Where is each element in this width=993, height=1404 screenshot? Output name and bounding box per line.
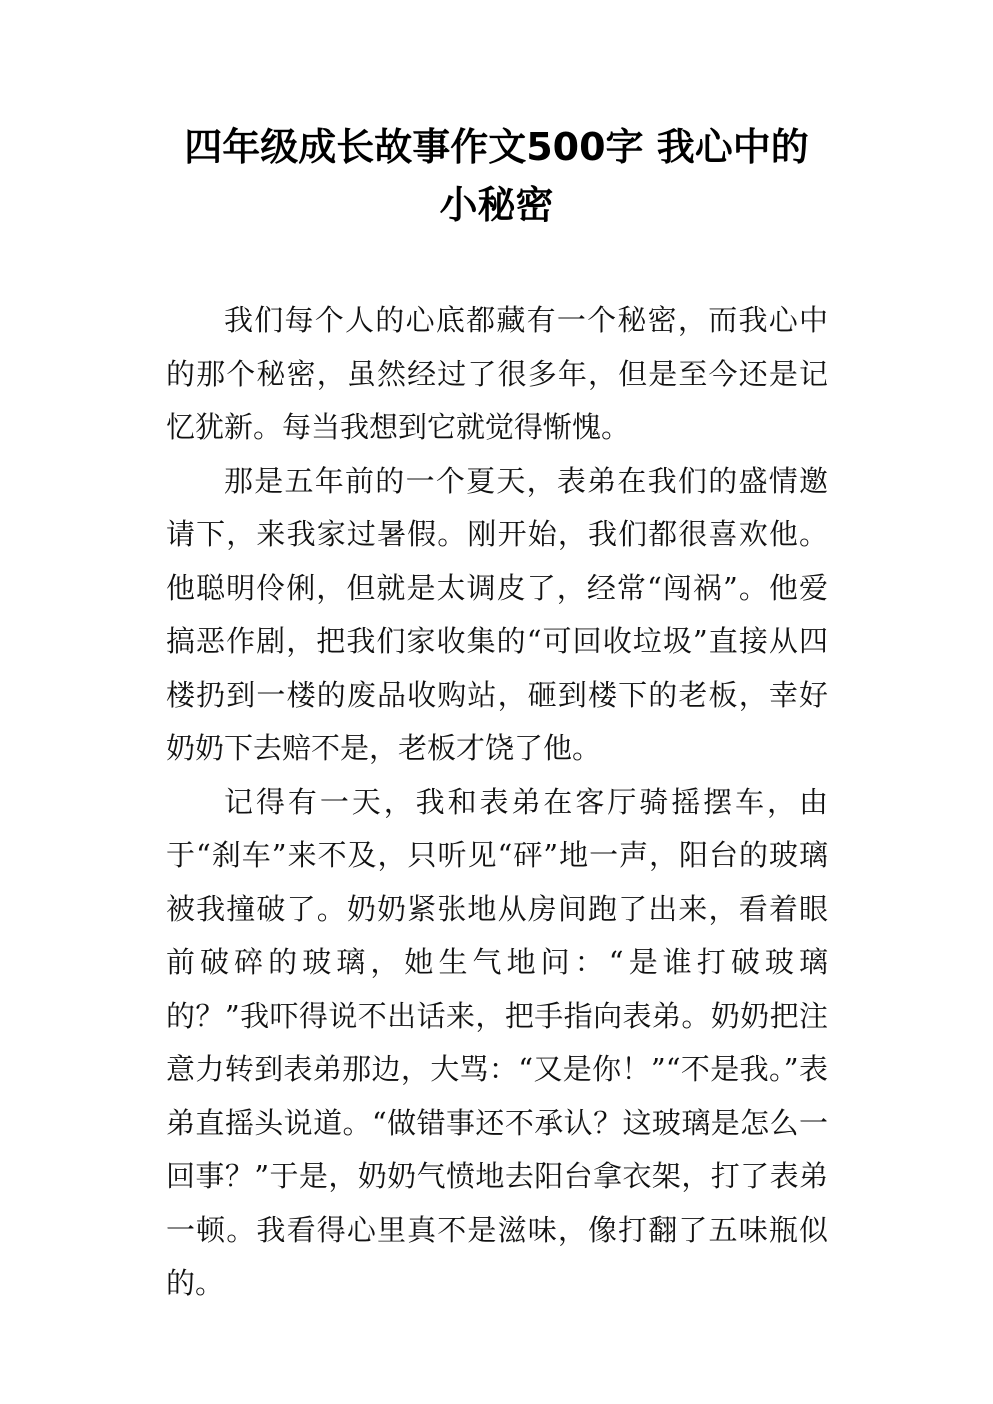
document-title	[120, 118, 873, 234]
document-body	[166, 294, 828, 1311]
paragraph-3: 记得有一天，我和表弟在客厅骑摇摆车，由于“刹车”来不及，只听见“砰”地一声，阳台的玻璃被我撞破了。奶奶紧张地从房间跑了出来，看着眼前破碎的玻璃，她生气地问：“是谁打破玻璃的？”我吓得说不出话来，把手指向表弟。奶奶把注意力转到表弟那边，大骂：“又是你！”“不是我。”表弟直摇头说道。“做错事还不承认？这玻璃是怎么一回事？”于是，奶奶气愤地去阳台拿衣架，打了表弟一顿。我看得心里真不是滋味，像打翻了五味瓶似的。	[166, 784, 828, 1300]
title-line-2: 小秘密	[439, 183, 554, 227]
paragraph-2: 那是五年前的一个夏天，表弟在我们的盛情邀请下，来我家过暑假。刚开始，我们都很喜欢他。他聪明伶俐，但就是太调皮了，经常“闯祸”。他爱搞恶作剧，把我们家收集的“可回收垃圾”直接从四楼扔到一楼的废品收购站，砸到楼下的老板，幸好奶奶下去赔不是，老板才饶了他。	[166, 463, 828, 765]
paragraph-1: 我们每个人的心底都藏有一个秘密，而我心中的那个秘密，虽然经过了很多年，但是至今还是记忆犹新。每当我想到它就觉得惭愧。	[166, 303, 828, 444]
title-line-1: 四年级成长故事作文500字 我心中的	[184, 125, 809, 169]
